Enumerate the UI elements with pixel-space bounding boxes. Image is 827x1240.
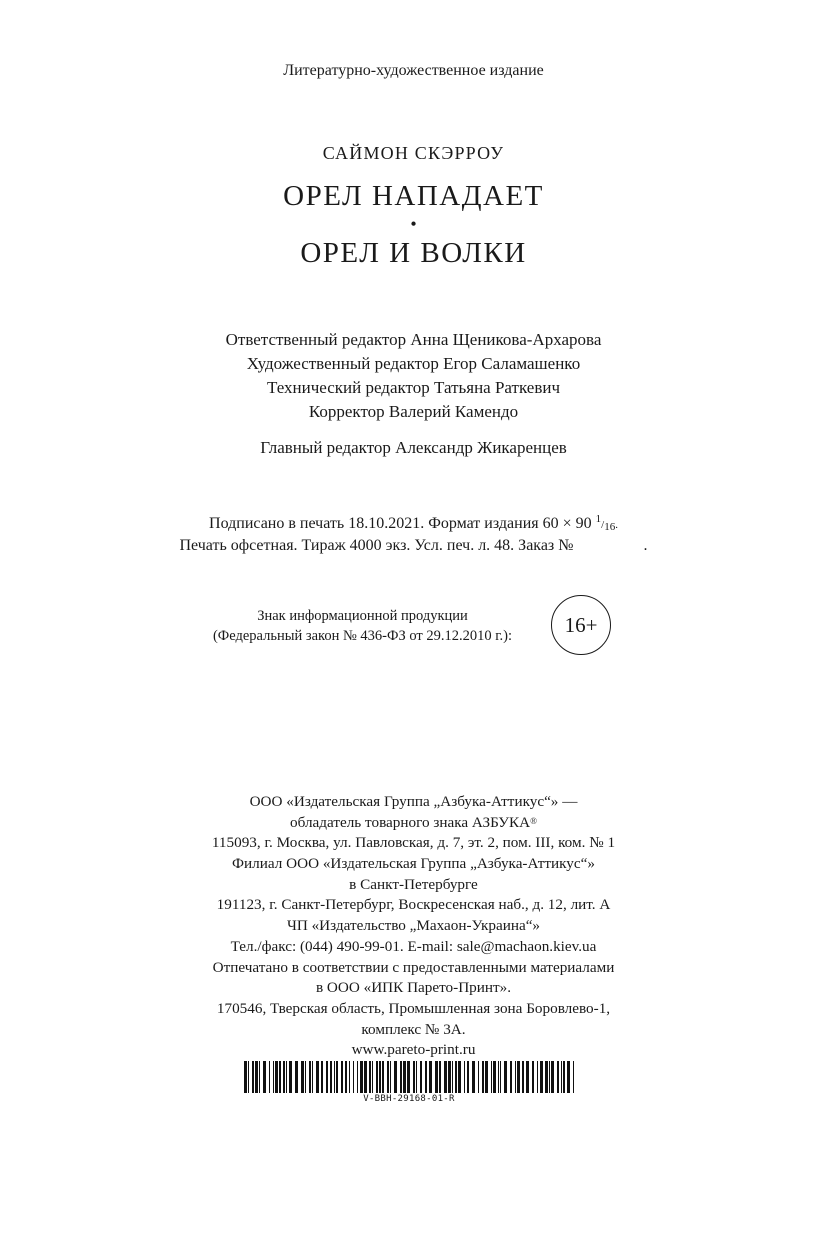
barcode-bar	[345, 1061, 347, 1093]
barcode-bar	[551, 1061, 554, 1093]
barcode-bar	[467, 1061, 469, 1093]
author-name: САЙМОН СКЭРРОУ	[322, 143, 505, 163]
barcode-bar	[482, 1061, 484, 1093]
barcode-bar	[269, 1061, 270, 1093]
credit-line: Художественный редактор Егор Саламашенко	[246, 354, 581, 373]
barcode-bar	[259, 1061, 260, 1093]
barcode-bar	[567, 1061, 570, 1093]
barcode-bar	[485, 1061, 488, 1093]
barcode-bar	[394, 1061, 397, 1093]
barcode-bar	[561, 1061, 562, 1093]
print-info-text: Печать офсетная. Тираж 4000 экз. Усл. печ. л. 48. Заказ №	[179, 537, 574, 554]
barcode-bar	[413, 1061, 415, 1093]
barcode-bar	[360, 1061, 363, 1093]
imprint-line: Тел./факс: (044) 490-99-01. E-mail: sale@machaon.kiev.ua	[230, 937, 597, 955]
barcode-bar	[491, 1061, 492, 1093]
barcode-bar	[500, 1061, 501, 1093]
barcode-bar	[390, 1061, 391, 1093]
barcode-bar	[435, 1061, 438, 1093]
barcode-bar	[309, 1061, 311, 1093]
imprint-line: ЧП «Издательство „Махаон-Украина“»	[286, 917, 541, 935]
print-info-line-1	[0, 513, 827, 535]
age-rating-label-line: (Федеральный закон № 436-ФЗ от 29.12.2010 г.):	[212, 628, 513, 644]
barcode-bar	[279, 1061, 281, 1093]
barcode-bar	[295, 1061, 298, 1093]
imprint-line: в ООО «ИПК Парето-Принт».	[315, 979, 512, 997]
imprint-line: www.pareto-print.ru	[351, 1041, 476, 1059]
barcode-bar	[510, 1061, 512, 1093]
imprint-line: 170546, Тверская область, Промышленная зона Боровлево-1,	[216, 999, 611, 1017]
barcode-bar	[407, 1061, 410, 1093]
barcode-bar	[341, 1061, 343, 1093]
credit-line: Ответственный редактор Анна Щеникова-Архарова	[225, 330, 602, 349]
print-info-text: Подписано в печать 18.10.2021. Формат издания 60 × 90	[209, 515, 592, 532]
barcode-bar	[563, 1061, 565, 1093]
barcode-bar	[244, 1061, 247, 1093]
barcode-bar	[321, 1061, 323, 1093]
age-rating-label-line: Знак информационной продукции	[257, 608, 468, 624]
barcode-bar	[557, 1061, 559, 1093]
book-title-1: ОРЕЛ НАПАДАЕТ	[283, 180, 544, 212]
barcode-bar	[515, 1061, 516, 1093]
barcode-bar	[400, 1061, 402, 1093]
barcode-bar	[458, 1061, 461, 1093]
barcode-bar	[372, 1061, 373, 1093]
imprint-line: Филиал ООО «Издательская Группа „Азбука-Аттикус“»	[232, 855, 595, 873]
barcode-bar	[387, 1061, 389, 1093]
barcode-bar	[425, 1061, 427, 1093]
barcode-bar	[334, 1061, 335, 1093]
barcode-bar	[364, 1061, 367, 1093]
format-numerator: 1	[595, 513, 602, 525]
barcode-bar	[429, 1061, 432, 1093]
barcode-bar	[263, 1061, 266, 1093]
age-rating-badge: 16+	[551, 595, 611, 655]
barcode-bar	[255, 1061, 258, 1093]
barcode-bar	[472, 1061, 475, 1093]
barcode-bar	[444, 1061, 447, 1093]
imprint-line	[0, 813, 827, 834]
barcode-bar	[316, 1061, 319, 1093]
barcode-bar	[353, 1061, 354, 1093]
print-info	[0, 513, 827, 557]
barcode-bar	[286, 1061, 287, 1093]
barcode-bar	[283, 1061, 285, 1093]
imprint-line: Отпечатано в соответствии с предоставленными материалами	[212, 958, 615, 976]
barcode-bar	[326, 1061, 328, 1093]
publisher-imprint	[0, 792, 827, 1061]
barcode-bar	[549, 1061, 550, 1093]
barcode-bar	[382, 1061, 384, 1093]
barcode-bar	[448, 1061, 451, 1093]
barcode-number: V-BBH-29168-01-R	[363, 1094, 455, 1104]
imprint-line: 191123, г. Санкт-Петербург, Воскресенская наб., д. 12, лит. А	[216, 896, 611, 914]
credit-line: Корректор Валерий Камендо	[308, 402, 519, 421]
barcode-bar	[420, 1061, 422, 1093]
barcode	[244, 1061, 574, 1093]
barcode-bar	[289, 1061, 292, 1093]
barcode-bar	[248, 1061, 249, 1093]
age-rating-label	[180, 606, 545, 646]
imprint-line: комплекс № 3А.	[361, 1020, 466, 1038]
barcode-bar	[349, 1061, 350, 1093]
credit-line: Технический редактор Татьяна Раткевич	[266, 378, 561, 397]
format-denominator: 16	[604, 521, 616, 533]
barcode-bar	[439, 1061, 441, 1093]
chief-editor: Главный редактор Александр Жикаренцев	[260, 438, 567, 457]
barcode-bar	[376, 1061, 378, 1093]
barcode-bar	[498, 1061, 499, 1093]
barcode-bar	[403, 1061, 406, 1093]
barcode-bar	[330, 1061, 332, 1093]
barcode-bar	[532, 1061, 534, 1093]
print-info-line-2	[0, 535, 827, 557]
barcode-bar	[573, 1061, 574, 1093]
barcode-bar	[455, 1061, 457, 1093]
format-slash: /	[601, 519, 605, 531]
title-separator: •	[410, 214, 417, 234]
barcode-bar	[252, 1061, 254, 1093]
format-fraction	[596, 513, 616, 533]
imprint-line: в Санкт-Петербурге	[349, 875, 478, 893]
barcode-bar	[379, 1061, 381, 1093]
imprint-line: 115093, г. Москва, ул. Павловская, д. 7, эт. 2, пом. III, ком. № 1	[211, 834, 616, 852]
edition-type: Литературно-художественное издание	[283, 62, 544, 79]
barcode-bar	[312, 1061, 313, 1093]
editorial-credits	[0, 328, 827, 424]
barcode-bar	[517, 1061, 520, 1093]
barcode-bar	[493, 1061, 496, 1093]
barcode-bar	[301, 1061, 304, 1093]
barcode-bar	[504, 1061, 507, 1093]
barcode-bar	[275, 1061, 278, 1093]
barcode-bar	[540, 1061, 543, 1093]
barcode-bar	[537, 1061, 538, 1093]
imprint-line: ООО «Издательская Группа „Азбука-Аттикус“» —	[249, 793, 578, 810]
barcode-bar	[273, 1061, 274, 1093]
imprint-text: обладатель товарного знака АЗБУКА	[290, 813, 531, 831]
barcode-bar	[369, 1061, 371, 1093]
barcode-bar	[452, 1061, 453, 1093]
barcode-bar	[522, 1061, 524, 1093]
barcode-bar	[526, 1061, 529, 1093]
barcode-bar	[464, 1061, 465, 1093]
barcode-bar	[305, 1061, 306, 1093]
barcode-bar	[336, 1061, 338, 1093]
barcode-bar	[545, 1061, 548, 1093]
barcode-bar	[478, 1061, 479, 1093]
print-info-end: .	[643, 537, 648, 554]
registered-mark: ®	[530, 815, 537, 826]
format-end: .	[615, 519, 618, 531]
barcode-bar	[416, 1061, 417, 1093]
book-title-2: ОРЕЛ И ВОЛКИ	[300, 237, 527, 269]
barcode-bar	[357, 1061, 358, 1093]
